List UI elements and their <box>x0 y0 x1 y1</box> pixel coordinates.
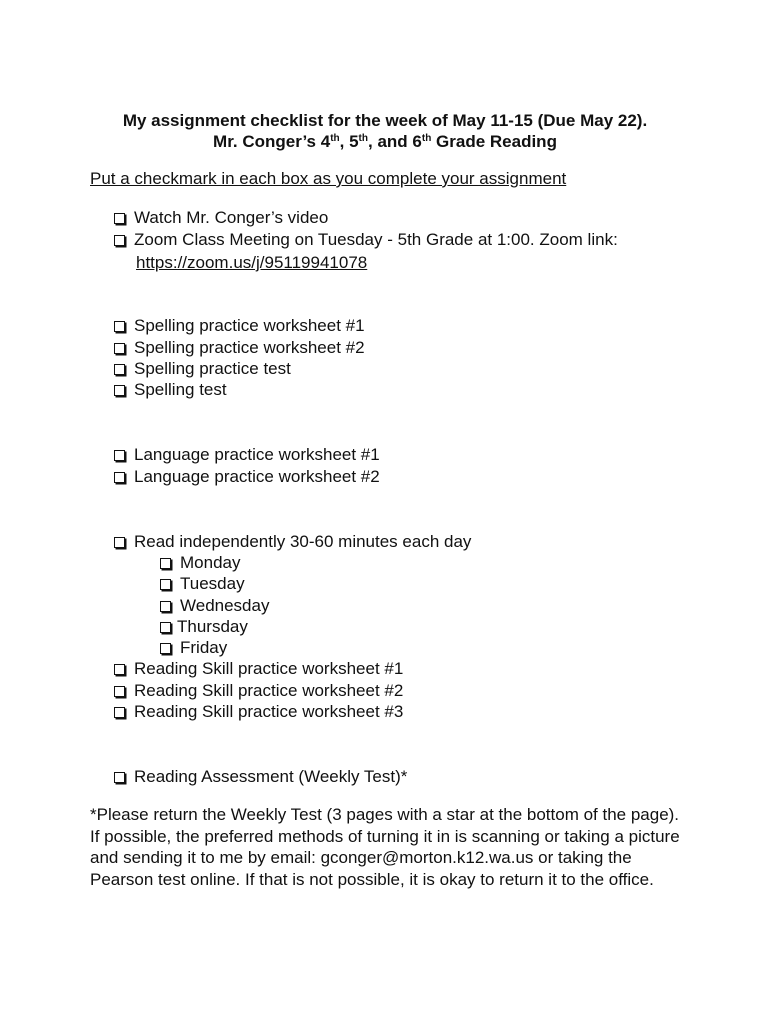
checklist-item-label: Reading Skill practice worksheet #3 <box>134 702 404 721</box>
superscript-th-6: th <box>421 133 432 144</box>
checkbox-icon[interactable] <box>114 772 125 783</box>
subtitle-prefix: Mr. Conger’s 4 <box>213 132 331 151</box>
checkbox-icon[interactable] <box>114 707 125 718</box>
superscript-th-5: th <box>358 133 368 144</box>
instructions: Put a checkmark in each box as you complete your assignment <box>90 169 567 188</box>
checklist-item-label: Language practice worksheet #2 <box>134 467 380 486</box>
subtitle-suffix: Grade Reading <box>431 132 557 151</box>
checkbox-icon[interactable] <box>160 622 171 633</box>
checkbox-icon[interactable] <box>114 450 125 461</box>
checklist-item-label: Reading Skill practice worksheet #2 <box>134 681 404 700</box>
checklist-item-label: Spelling practice worksheet #1 <box>134 316 365 335</box>
checklist-item-language-2[interactable] <box>114 466 380 488</box>
checklist-item-monday[interactable] <box>160 552 240 574</box>
checklist-item-spelling-2[interactable] <box>114 337 365 359</box>
checklist-item-label: Monday <box>180 553 241 572</box>
checkbox-icon[interactable] <box>160 601 171 612</box>
checkbox-icon[interactable] <box>114 364 125 375</box>
checklist-item-label: Spelling test <box>134 380 227 399</box>
return-instructions-note: *Please return the Weekly Test (3 pages with a star at the bottom of the page). If possible, the preferred methods of turning it in is scanning or taking a picture and sending it to me by email: gconger@morton.k12.wa.us or taking the Pearson test online. If that is not possible, it is okay to return it to the office. <box>90 805 680 889</box>
checklist-item-label: Wednesday <box>180 596 270 615</box>
checklist-item-label: Thursday <box>177 617 248 636</box>
checklist-item-reading-skill-2[interactable] <box>114 680 403 702</box>
checkbox-icon[interactable] <box>114 321 125 332</box>
checkbox-icon[interactable] <box>114 664 125 675</box>
superscript-th-4: th <box>330 133 340 144</box>
checklist-item-thursday[interactable] <box>160 616 248 638</box>
checklist-item-spelling-practice-test[interactable] <box>114 358 291 380</box>
checklist-item-video[interactable] <box>114 207 328 229</box>
checklist-item-label: Read independently 30-60 minutes each day <box>134 532 472 551</box>
checklist-item-friday[interactable] <box>160 637 227 659</box>
checkbox-icon[interactable] <box>114 213 125 224</box>
checkbox-icon[interactable] <box>114 343 125 354</box>
checklist-item-label: Zoom Class Meeting on Tuesday - 5th Grade at 1:00. Zoom link: <box>134 230 618 249</box>
checklist-item-label: Spelling practice worksheet #2 <box>134 338 365 357</box>
checklist-item-zoom-meeting[interactable] <box>114 229 618 251</box>
checklist-item-label: Watch Mr. Conger’s video <box>134 208 329 227</box>
checklist-item-language-1[interactable] <box>114 444 380 466</box>
checkbox-icon[interactable] <box>114 686 125 697</box>
checklist-item-read-independently[interactable] <box>114 531 471 553</box>
checklist-item-reading-skill-1[interactable] <box>114 658 403 680</box>
page-title: My assignment checklist for the week of May 11-15 (Due May 22). <box>122 111 648 130</box>
checklist-item-tuesday[interactable] <box>160 573 245 595</box>
subtitle-sep-5: , 5 <box>339 132 359 151</box>
subtitle-sep-6: , and 6 <box>368 132 422 151</box>
checklist-item-label: Reading Assessment (Weekly Test)* <box>134 767 408 786</box>
checklist-item-reading-skill-3[interactable] <box>114 701 403 723</box>
checkbox-icon[interactable] <box>160 579 171 590</box>
checklist-item-reading-assessment[interactable] <box>114 766 407 788</box>
checkbox-icon[interactable] <box>114 385 125 396</box>
checkbox-icon[interactable] <box>114 235 125 246</box>
page-subtitle <box>0 131 770 153</box>
zoom-link[interactable]: https://zoom.us/j/95119941078 <box>136 253 368 272</box>
checklist-item-spelling-1[interactable] <box>114 315 365 337</box>
checklist-item-label: Tuesday <box>180 574 245 593</box>
checkbox-icon[interactable] <box>114 537 125 548</box>
checkbox-icon[interactable] <box>114 472 125 483</box>
checklist-item-label: Spelling practice test <box>134 359 291 378</box>
checklist-item-label: Language practice worksheet #1 <box>134 445 380 464</box>
checklist-item-spelling-test[interactable] <box>114 379 227 401</box>
checklist-item-label: Friday <box>180 638 228 657</box>
checklist-item-label: Reading Skill practice worksheet #1 <box>134 659 404 678</box>
checkbox-icon[interactable] <box>160 558 171 569</box>
checkbox-icon[interactable] <box>160 643 171 654</box>
checklist-item-wednesday[interactable] <box>160 595 269 617</box>
